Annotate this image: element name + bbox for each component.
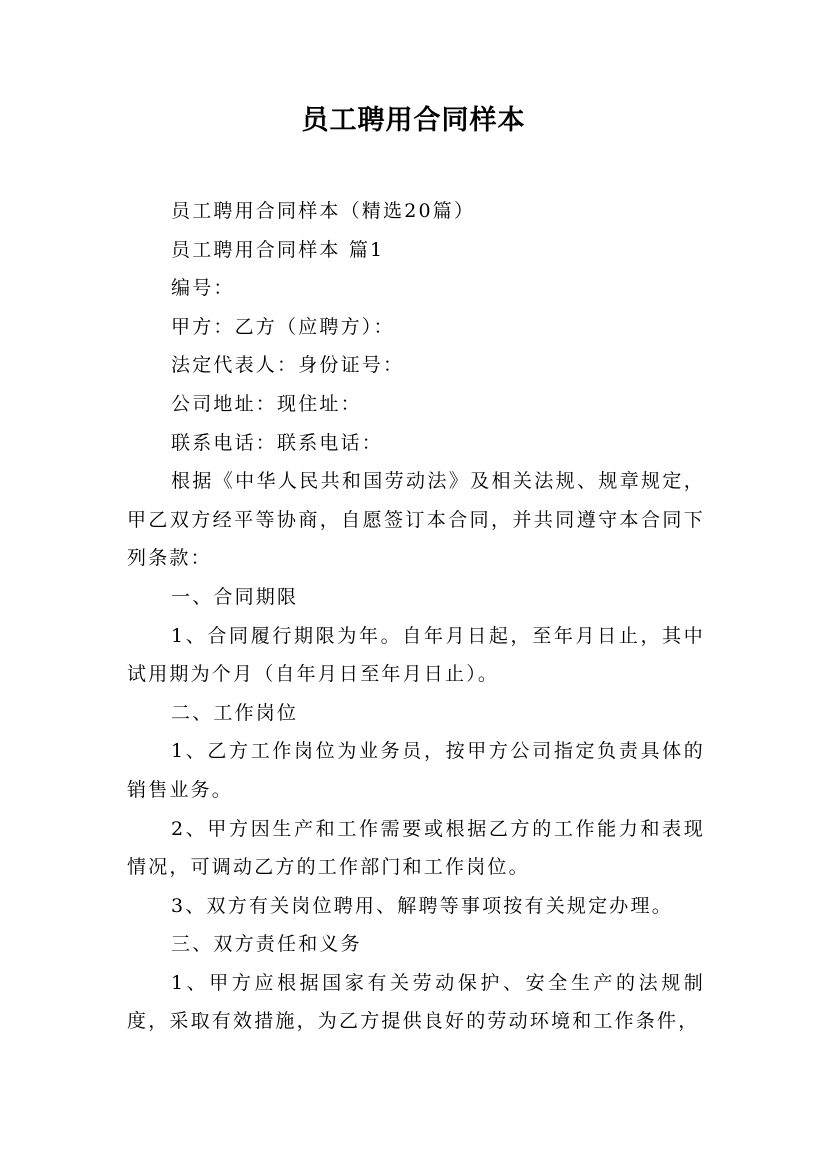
paragraph-preamble: 根据《中华人民共和国劳动法》及相关法规、规章规定，甲乙双方经平等协商，自愿签订本合同，并共同遵守本合同下列条款：: [127, 470, 705, 570]
paragraph-section-heading: 员工聘用合同样本 篇1: [171, 238, 385, 261]
paragraph-heading-duties: 三、双方责任和义务: [171, 933, 362, 956]
paragraph-heading-term: 一、合同期限: [171, 585, 299, 608]
paragraph-phone: 联系电话：联系电话：: [171, 431, 384, 454]
document-body: [127, 192, 705, 1041]
paragraph-parties: 甲方：乙方（应聘方）：: [171, 315, 395, 338]
paragraph-representative: 法定代表人：身份证号：: [171, 354, 405, 377]
paragraph-collection-title: 员工聘用合同样本（精选20篇）: [171, 200, 476, 222]
paragraph-term-clause-1: 1、合同履行期限为年。自年月日起，至年月日止，其中试用期为个月（自年月日至年月日止）。: [127, 624, 705, 686]
paragraph-position-clause-1: 1、乙方工作岗位为业务员，按甲方公司指定负责具体的销售业务。: [127, 740, 705, 801]
paragraph-contract-number: 编号：: [171, 277, 235, 300]
document-title: 员工聘用合同样本: [301, 105, 526, 136]
paragraph-position-clause-3: 3、双方有关岗位聘用、解聘等事项按有关规定办理。: [171, 894, 673, 917]
paragraph-heading-position: 二、工作岗位: [171, 701, 299, 724]
paragraph-position-clause-2: 2、甲方因生产和工作需要或根据乙方的工作能力和表现情况，可调动乙方的工作部门和工作岗位。: [127, 817, 705, 879]
paragraph-address: 公司地址：现住址：: [171, 392, 362, 415]
paragraph-duties-clause-1: 1、甲方应根据国家有关劳动保护、安全生产的法规制度，采取有效措施，为乙方提供良好的劳动环境和工作条件，: [127, 971, 705, 1033]
